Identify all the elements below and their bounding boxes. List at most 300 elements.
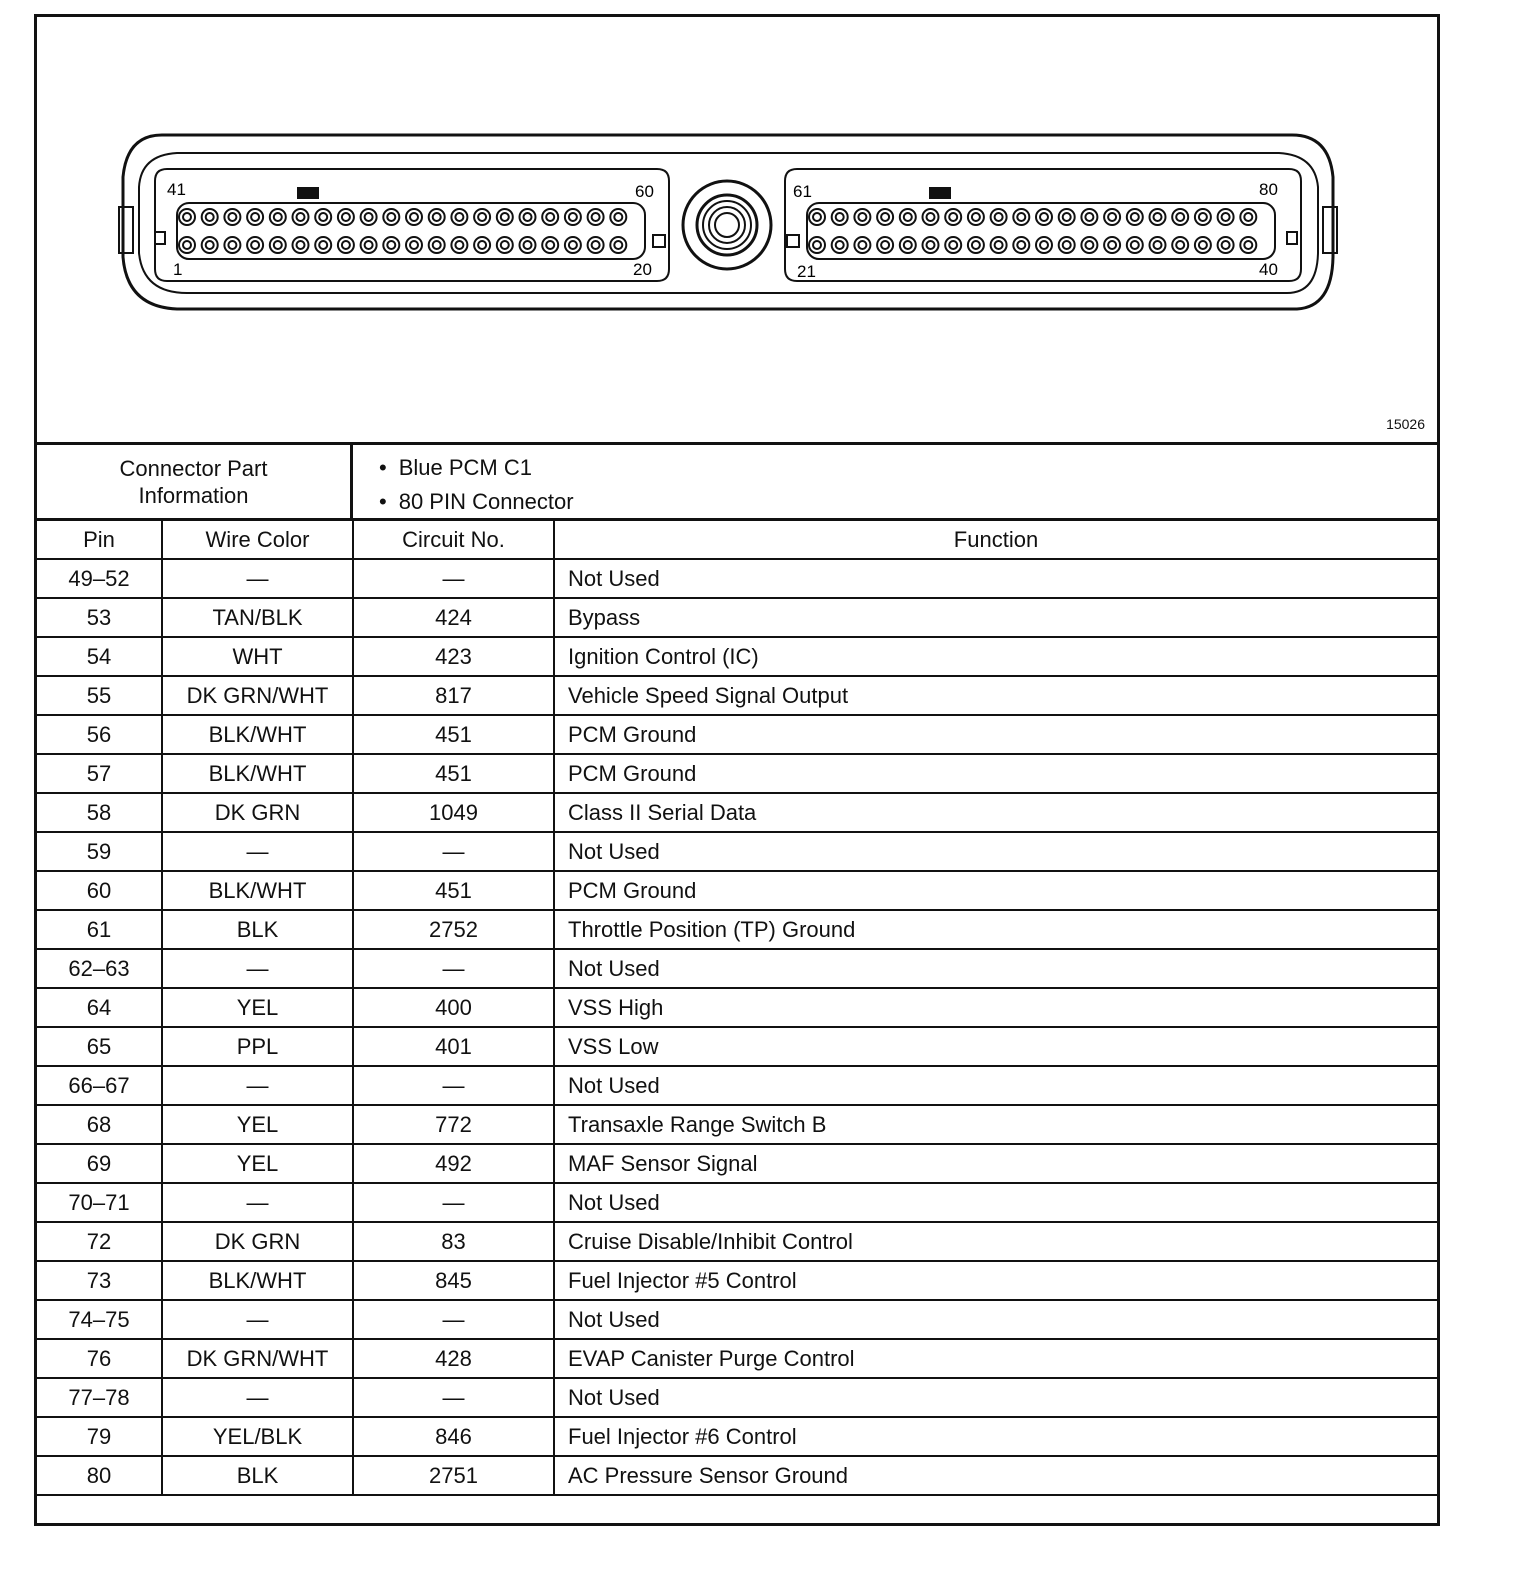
left-pin bbox=[542, 237, 558, 253]
cell-function: Not Used bbox=[554, 1066, 1437, 1105]
cell-function: Not Used bbox=[554, 1183, 1437, 1222]
right-pin bbox=[881, 241, 889, 249]
cell-pin: 74–75 bbox=[37, 1300, 162, 1339]
cell-wire-color: YEL bbox=[162, 1144, 353, 1183]
right-pin bbox=[1150, 209, 1166, 225]
left-pin bbox=[228, 241, 236, 249]
cell-circuit-no: 492 bbox=[353, 1144, 554, 1183]
right-pin bbox=[1240, 209, 1256, 225]
cell-pin: 55 bbox=[37, 676, 162, 715]
cell-pin: 72 bbox=[37, 1222, 162, 1261]
right-pin bbox=[949, 241, 957, 249]
document-frame bbox=[34, 14, 1440, 1526]
left-pin bbox=[546, 213, 554, 221]
cell-wire-color: BLK bbox=[162, 1456, 353, 1495]
cell-circuit-no: — bbox=[353, 1378, 554, 1417]
left-pin bbox=[251, 241, 259, 249]
cell-circuit-no: — bbox=[353, 832, 554, 871]
cell-wire-color: — bbox=[162, 1066, 353, 1105]
right-pin bbox=[1244, 213, 1252, 221]
cell-function: Not Used bbox=[554, 832, 1437, 871]
part-info-item: • 80 PIN Connector bbox=[379, 485, 574, 519]
left-pin bbox=[315, 209, 331, 225]
left-pin bbox=[501, 241, 509, 249]
right-pin bbox=[1081, 237, 1097, 253]
left-pin bbox=[520, 237, 536, 253]
table-row bbox=[37, 754, 1437, 793]
right-pin bbox=[1244, 241, 1252, 249]
cell-pin: 56 bbox=[37, 715, 162, 754]
left-pin bbox=[406, 237, 422, 253]
pin-label-21: 21 bbox=[797, 262, 816, 281]
right-pin bbox=[836, 241, 844, 249]
cell-circuit-no: — bbox=[353, 1300, 554, 1339]
table-row bbox=[37, 1300, 1437, 1339]
left-pin bbox=[433, 213, 441, 221]
left-pin bbox=[474, 237, 490, 253]
left-pin bbox=[429, 209, 445, 225]
pin-label-40: 40 bbox=[1259, 260, 1278, 279]
right-pin bbox=[900, 237, 916, 253]
table-row bbox=[37, 1261, 1437, 1300]
right-pin bbox=[1172, 237, 1188, 253]
left-pin bbox=[406, 209, 422, 225]
table-row bbox=[37, 1417, 1437, 1456]
header-circuit-no: Circuit No. bbox=[353, 521, 554, 559]
cell-circuit-no: 423 bbox=[353, 637, 554, 676]
left-pin-block bbox=[177, 203, 645, 259]
cell-circuit-no: 2751 bbox=[353, 1456, 554, 1495]
cell-function: EVAP Canister Purge Control bbox=[554, 1339, 1437, 1378]
left-pin bbox=[361, 237, 377, 253]
table-row bbox=[37, 1339, 1437, 1378]
right-pin bbox=[1017, 241, 1025, 249]
header-pin: Pin bbox=[37, 521, 162, 559]
pin-label-60: 60 bbox=[635, 182, 654, 201]
left-square-b bbox=[653, 235, 665, 247]
cell-pin: 53 bbox=[37, 598, 162, 637]
left-pin bbox=[228, 213, 236, 221]
cell-wire-color: DK GRN/WHT bbox=[162, 676, 353, 715]
right-pin-block bbox=[807, 203, 1275, 259]
left-pin bbox=[451, 237, 467, 253]
cell-function: Throttle Position (TP) Ground bbox=[554, 910, 1437, 949]
cell-circuit-no: — bbox=[353, 1183, 554, 1222]
table-row bbox=[37, 871, 1437, 910]
cell-circuit-no: 428 bbox=[353, 1339, 554, 1378]
connector-diagram-area bbox=[37, 17, 1437, 445]
connector-diagram bbox=[37, 17, 1437, 437]
right-pin bbox=[1059, 237, 1075, 253]
left-pin bbox=[202, 209, 218, 225]
cell-function: Cruise Disable/Inhibit Control bbox=[554, 1222, 1437, 1261]
right-pin bbox=[1013, 237, 1029, 253]
cell-circuit-no: 845 bbox=[353, 1261, 554, 1300]
right-pin bbox=[945, 209, 961, 225]
right-pin bbox=[1195, 209, 1211, 225]
left-square-a bbox=[155, 232, 165, 244]
cell-wire-color: TAN/BLK bbox=[162, 598, 353, 637]
table-row bbox=[37, 793, 1437, 832]
left-pin bbox=[433, 241, 441, 249]
cell-wire-color: — bbox=[162, 559, 353, 598]
cell-pin: 73 bbox=[37, 1261, 162, 1300]
right-pin bbox=[1040, 213, 1048, 221]
cell-pin: 77–78 bbox=[37, 1378, 162, 1417]
cell-wire-color: BLK bbox=[162, 910, 353, 949]
left-pin bbox=[274, 241, 282, 249]
cell-wire-color: YEL/BLK bbox=[162, 1417, 353, 1456]
cell-circuit-no: 772 bbox=[353, 1105, 554, 1144]
cell-function: Not Used bbox=[554, 559, 1437, 598]
left-pin bbox=[383, 237, 399, 253]
right-pin bbox=[1218, 237, 1234, 253]
right-pin bbox=[809, 209, 825, 225]
table-row bbox=[37, 1456, 1437, 1495]
cell-wire-color: BLK/WHT bbox=[162, 715, 353, 754]
right-pin bbox=[1131, 213, 1139, 221]
cell-circuit-no: 83 bbox=[353, 1222, 554, 1261]
table-row bbox=[37, 676, 1437, 715]
figure-id: 15026 bbox=[1386, 416, 1425, 432]
cell-circuit-no: — bbox=[353, 1066, 554, 1105]
left-pin bbox=[247, 209, 263, 225]
left-pin bbox=[588, 209, 604, 225]
left-pin bbox=[455, 241, 463, 249]
pin-label-1: 1 bbox=[173, 260, 183, 279]
cell-pin: 60 bbox=[37, 871, 162, 910]
right-pin bbox=[881, 213, 889, 221]
table-row bbox=[37, 949, 1437, 988]
right-pin bbox=[832, 237, 848, 253]
right-pin bbox=[923, 237, 939, 253]
right-pin bbox=[1195, 237, 1211, 253]
cell-circuit-no: 401 bbox=[353, 1027, 554, 1066]
right-pin bbox=[1085, 213, 1093, 221]
table-row bbox=[37, 1066, 1437, 1105]
table-row bbox=[37, 1183, 1437, 1222]
cell-function: Not Used bbox=[554, 949, 1437, 988]
cell-pin: 49–52 bbox=[37, 559, 162, 598]
right-pin bbox=[854, 237, 870, 253]
right-pin bbox=[1218, 209, 1234, 225]
left-pin bbox=[614, 241, 622, 249]
right-square-b bbox=[1287, 232, 1297, 244]
cell-function: Bypass bbox=[554, 598, 1437, 637]
left-pin bbox=[520, 209, 536, 225]
right-pin bbox=[904, 241, 912, 249]
left-pin bbox=[179, 237, 195, 253]
cell-function: AC Pressure Sensor Ground bbox=[554, 1456, 1437, 1495]
left-pin bbox=[297, 241, 305, 249]
left-pin bbox=[501, 213, 509, 221]
left-pin bbox=[592, 241, 600, 249]
left-pin bbox=[569, 213, 577, 221]
cell-wire-color: BLK/WHT bbox=[162, 871, 353, 910]
cell-wire-color: — bbox=[162, 949, 353, 988]
left-pin bbox=[297, 213, 305, 221]
right-pin bbox=[927, 241, 935, 249]
right-pin bbox=[1040, 241, 1048, 249]
right-pin bbox=[1127, 209, 1143, 225]
center-bolt-ring-1 bbox=[697, 195, 757, 255]
table-row bbox=[37, 910, 1437, 949]
right-pin bbox=[836, 213, 844, 221]
right-pin bbox=[1172, 209, 1188, 225]
right-pin bbox=[991, 209, 1007, 225]
cell-circuit-no: 400 bbox=[353, 988, 554, 1027]
table-row bbox=[37, 637, 1437, 676]
cell-wire-color: — bbox=[162, 1300, 353, 1339]
cell-function: VSS High bbox=[554, 988, 1437, 1027]
cell-function: Vehicle Speed Signal Output bbox=[554, 676, 1437, 715]
right-pin bbox=[1127, 237, 1143, 253]
cell-pin: 57 bbox=[37, 754, 162, 793]
cell-pin: 70–71 bbox=[37, 1183, 162, 1222]
left-pin bbox=[342, 213, 350, 221]
cell-pin: 68 bbox=[37, 1105, 162, 1144]
right-pin bbox=[1104, 237, 1120, 253]
left-pin bbox=[361, 209, 377, 225]
table-row bbox=[37, 559, 1437, 598]
cell-function: MAF Sensor Signal bbox=[554, 1144, 1437, 1183]
right-pin bbox=[1063, 241, 1071, 249]
left-pin bbox=[274, 213, 282, 221]
left-pin bbox=[451, 209, 467, 225]
left-pin bbox=[610, 237, 626, 253]
cell-circuit-no: — bbox=[353, 949, 554, 988]
right-pin bbox=[1108, 213, 1116, 221]
right-pin bbox=[809, 237, 825, 253]
cell-pin: 76 bbox=[37, 1339, 162, 1378]
table-row bbox=[37, 715, 1437, 754]
cell-circuit-no: 846 bbox=[353, 1417, 554, 1456]
cell-wire-color: WHT bbox=[162, 637, 353, 676]
cell-pin: 54 bbox=[37, 637, 162, 676]
left-pin bbox=[614, 213, 622, 221]
left-pin bbox=[202, 237, 218, 253]
pin-label-61: 61 bbox=[793, 182, 812, 201]
right-pin bbox=[945, 237, 961, 253]
right-key bbox=[929, 187, 951, 199]
right-pin bbox=[995, 241, 1003, 249]
left-pin bbox=[565, 237, 581, 253]
right-pin bbox=[1036, 209, 1052, 225]
cell-wire-color: — bbox=[162, 1378, 353, 1417]
left-pin bbox=[338, 237, 354, 253]
right-pin bbox=[1150, 237, 1166, 253]
cell-pin: 62–63 bbox=[37, 949, 162, 988]
right-pin bbox=[813, 213, 821, 221]
left-pin bbox=[610, 209, 626, 225]
right-pin bbox=[1222, 241, 1230, 249]
left-pin bbox=[179, 209, 195, 225]
right-pin bbox=[1104, 209, 1120, 225]
right-pin bbox=[1108, 241, 1116, 249]
right-pin bbox=[995, 213, 1003, 221]
right-pin bbox=[854, 209, 870, 225]
pin-table bbox=[37, 521, 1437, 1496]
pin-table-body bbox=[37, 559, 1437, 1495]
cell-function: Class II Serial Data bbox=[554, 793, 1437, 832]
left-pin bbox=[497, 209, 513, 225]
cell-pin: 69 bbox=[37, 1144, 162, 1183]
cell-pin: 64 bbox=[37, 988, 162, 1027]
table-row bbox=[37, 1105, 1437, 1144]
part-info-label-cell bbox=[37, 445, 353, 518]
center-bolt-ring-2 bbox=[703, 201, 751, 249]
right-pin bbox=[1176, 213, 1184, 221]
cell-circuit-no: — bbox=[353, 559, 554, 598]
right-pin bbox=[877, 237, 893, 253]
cell-pin: 79 bbox=[37, 1417, 162, 1456]
left-pin bbox=[183, 213, 191, 221]
right-pin bbox=[813, 241, 821, 249]
part-info-list bbox=[379, 451, 574, 519]
right-pin bbox=[900, 209, 916, 225]
left-pin bbox=[565, 209, 581, 225]
right-pin bbox=[1059, 209, 1075, 225]
left-pin bbox=[319, 213, 327, 221]
center-bolt-ring-4 bbox=[715, 213, 739, 237]
right-pin bbox=[1154, 213, 1162, 221]
cell-function: PCM Ground bbox=[554, 715, 1437, 754]
table-row bbox=[37, 1378, 1437, 1417]
cell-wire-color: — bbox=[162, 1183, 353, 1222]
header-function: Function bbox=[554, 521, 1437, 559]
right-pin bbox=[972, 241, 980, 249]
table-row bbox=[37, 988, 1437, 1027]
right-pin bbox=[968, 209, 984, 225]
right-pin bbox=[1199, 241, 1207, 249]
left-pin bbox=[546, 241, 554, 249]
left-key bbox=[297, 187, 319, 199]
header-wire-color: Wire Color bbox=[162, 521, 353, 559]
cell-circuit-no: 424 bbox=[353, 598, 554, 637]
left-pin bbox=[293, 237, 309, 253]
table-row bbox=[37, 598, 1437, 637]
left-pin bbox=[365, 241, 373, 249]
left-pin bbox=[455, 213, 463, 221]
left-pin bbox=[497, 237, 513, 253]
cell-pin: 58 bbox=[37, 793, 162, 832]
cell-circuit-no: 451 bbox=[353, 754, 554, 793]
cell-pin: 80 bbox=[37, 1456, 162, 1495]
right-square-a bbox=[787, 235, 799, 247]
left-pin bbox=[206, 241, 214, 249]
cell-circuit-no: 451 bbox=[353, 871, 554, 910]
cell-wire-color: DK GRN bbox=[162, 1222, 353, 1261]
table-header-row bbox=[37, 521, 1437, 559]
left-pin bbox=[224, 209, 240, 225]
cell-wire-color: DK GRN/WHT bbox=[162, 1339, 353, 1378]
cell-circuit-no: 817 bbox=[353, 676, 554, 715]
cell-function: VSS Low bbox=[554, 1027, 1437, 1066]
cell-function: Not Used bbox=[554, 1300, 1437, 1339]
right-pin bbox=[904, 213, 912, 221]
cell-circuit-no: 451 bbox=[353, 715, 554, 754]
left-pin bbox=[383, 209, 399, 225]
pin-label-20: 20 bbox=[633, 260, 652, 279]
right-pin bbox=[1081, 209, 1097, 225]
cell-function: Fuel Injector #6 Control bbox=[554, 1417, 1437, 1456]
cell-function: PCM Ground bbox=[554, 871, 1437, 910]
right-pin bbox=[1199, 213, 1207, 221]
right-pin bbox=[927, 213, 935, 221]
cell-wire-color: BLK/WHT bbox=[162, 1261, 353, 1300]
right-pin bbox=[949, 213, 957, 221]
pin-label-41: 41 bbox=[167, 180, 186, 199]
left-pin bbox=[410, 241, 418, 249]
left-clip bbox=[119, 207, 133, 253]
cell-wire-color: DK GRN bbox=[162, 793, 353, 832]
left-pin bbox=[270, 209, 286, 225]
cell-function: Fuel Injector #5 Control bbox=[554, 1261, 1437, 1300]
right-pin bbox=[1154, 241, 1162, 249]
table-row bbox=[37, 1144, 1437, 1183]
right-pin bbox=[1036, 237, 1052, 253]
left-pin bbox=[542, 209, 558, 225]
left-pin bbox=[387, 241, 395, 249]
right-pin bbox=[1240, 237, 1256, 253]
left-pin bbox=[387, 213, 395, 221]
right-pin bbox=[1085, 241, 1093, 249]
cell-function: Not Used bbox=[554, 1378, 1437, 1417]
left-pin bbox=[224, 237, 240, 253]
right-pin bbox=[1131, 241, 1139, 249]
table-row bbox=[37, 1222, 1437, 1261]
left-pin bbox=[247, 237, 263, 253]
cell-wire-color: — bbox=[162, 832, 353, 871]
part-info-item: • Blue PCM C1 bbox=[379, 451, 574, 485]
cell-function: Transaxle Range Switch B bbox=[554, 1105, 1437, 1144]
cell-circuit-no: 1049 bbox=[353, 793, 554, 832]
right-pin bbox=[923, 209, 939, 225]
left-pin bbox=[569, 241, 577, 249]
left-pin bbox=[319, 241, 327, 249]
connector-part-info bbox=[37, 445, 1437, 521]
cell-pin: 65 bbox=[37, 1027, 162, 1066]
right-pin bbox=[1013, 209, 1029, 225]
left-pin bbox=[588, 237, 604, 253]
table-row bbox=[37, 832, 1437, 871]
cell-pin: 59 bbox=[37, 832, 162, 871]
left-pin bbox=[524, 241, 532, 249]
left-pin bbox=[478, 241, 486, 249]
cell-pin: 66–67 bbox=[37, 1066, 162, 1105]
left-pin bbox=[270, 237, 286, 253]
cell-pin: 61 bbox=[37, 910, 162, 949]
right-pin bbox=[832, 209, 848, 225]
left-pin bbox=[592, 213, 600, 221]
cell-wire-color: BLK/WHT bbox=[162, 754, 353, 793]
cell-wire-color: PPL bbox=[162, 1027, 353, 1066]
right-pin bbox=[1017, 213, 1025, 221]
left-pin bbox=[206, 213, 214, 221]
left-pin bbox=[251, 213, 259, 221]
left-pin bbox=[338, 209, 354, 225]
left-pin bbox=[429, 237, 445, 253]
right-pin bbox=[968, 237, 984, 253]
left-pin bbox=[474, 209, 490, 225]
right-pin bbox=[877, 209, 893, 225]
cell-function: Ignition Control (IC) bbox=[554, 637, 1437, 676]
part-info-label: Connector Part Information bbox=[119, 455, 268, 508]
table-row bbox=[37, 1027, 1437, 1066]
right-pin bbox=[972, 213, 980, 221]
left-pin bbox=[365, 213, 373, 221]
cell-circuit-no: 2752 bbox=[353, 910, 554, 949]
